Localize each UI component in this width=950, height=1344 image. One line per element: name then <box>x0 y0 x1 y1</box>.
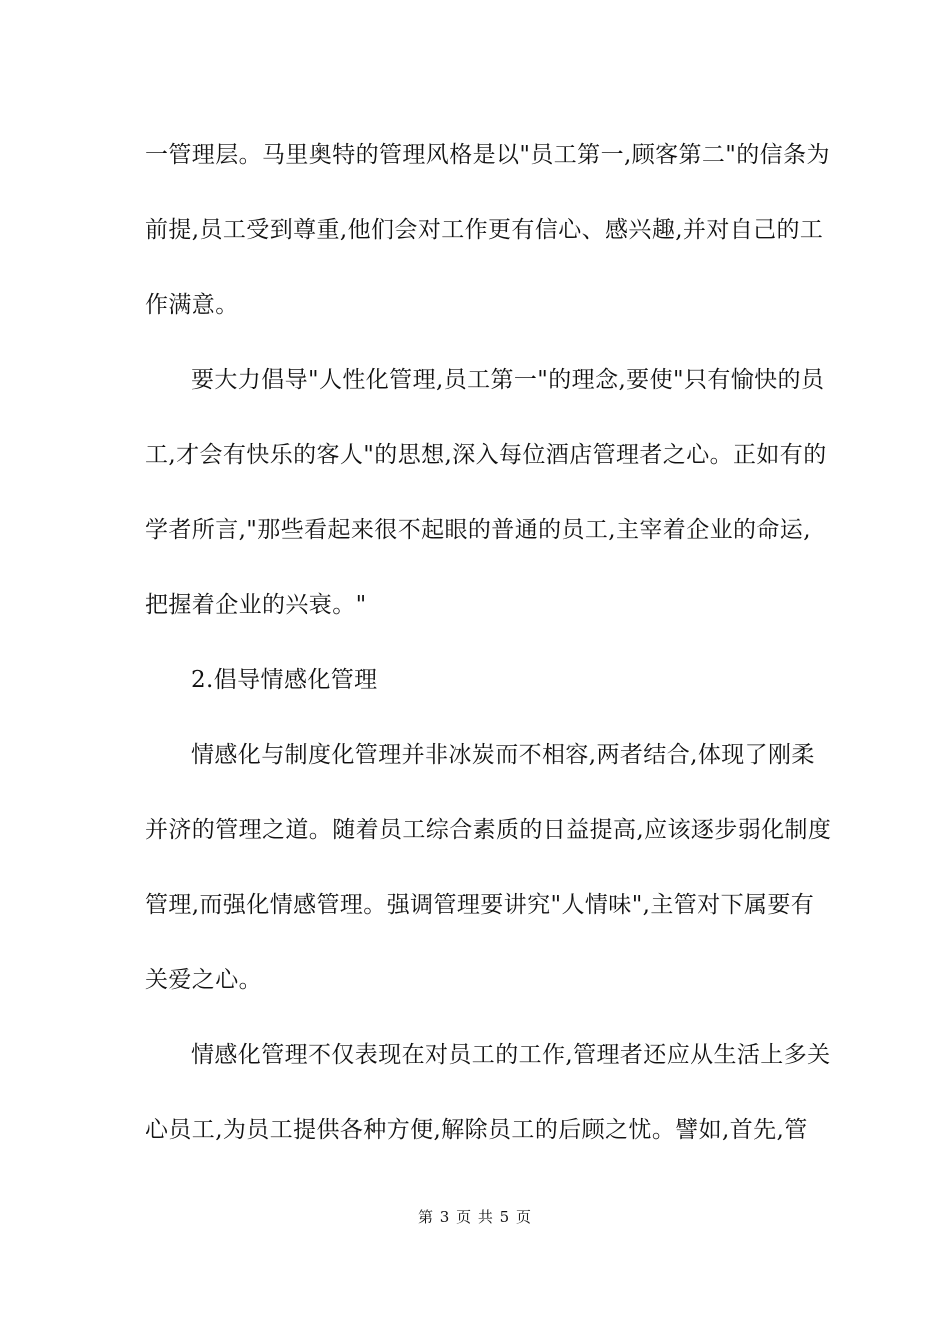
document-body <box>145 137 832 1187</box>
text-line: 学者所言,"那些看起来很不起眼的普通的员工,主宰着企业的命运, <box>145 517 811 543</box>
text-line: 并济的管理之道。随着员工综合素质的日益提高,应该逐步弱化制度 <box>145 817 832 843</box>
text-line: 把握着企业的兴衰。" <box>145 592 367 618</box>
section-heading: 2.倡导情感化管理 <box>191 667 378 693</box>
text-line: 要大力倡导"人性化管理,员工第一"的理念,要使"只有愉快的员 <box>191 367 825 393</box>
page-number: 第 3 页 共 5 页 <box>418 1208 532 1226</box>
text-line: 情感化与制度化管理并非冰炭而不相容,两者结合,体现了刚柔 <box>191 742 815 768</box>
text-line: 管理,而强化情感管理。强调管理要讲究"人情味",主管对下属要有 <box>145 892 815 918</box>
text-line: 前提,员工受到尊重,他们会对工作更有信心、感兴趣,并对自己的工 <box>145 217 824 243</box>
text-line: 工,才会有快乐的客人"的思想,深入每位酒店管理者之心。正如有的 <box>145 442 827 468</box>
text-line: 一管理层。马里奥特的管理风格是以"员工第一,顾客第二"的信条为 <box>145 142 830 168</box>
text-line: 作满意。 <box>145 292 239 318</box>
text-line: 心员工,为员工提供各种方便,解除员工的后顾之忧。譬如,首先,管 <box>145 1117 808 1143</box>
text-line: 关爱之心。 <box>145 967 262 993</box>
text-line: 情感化管理不仅表现在对员工的工作,管理者还应从生活上多关 <box>191 1042 831 1068</box>
